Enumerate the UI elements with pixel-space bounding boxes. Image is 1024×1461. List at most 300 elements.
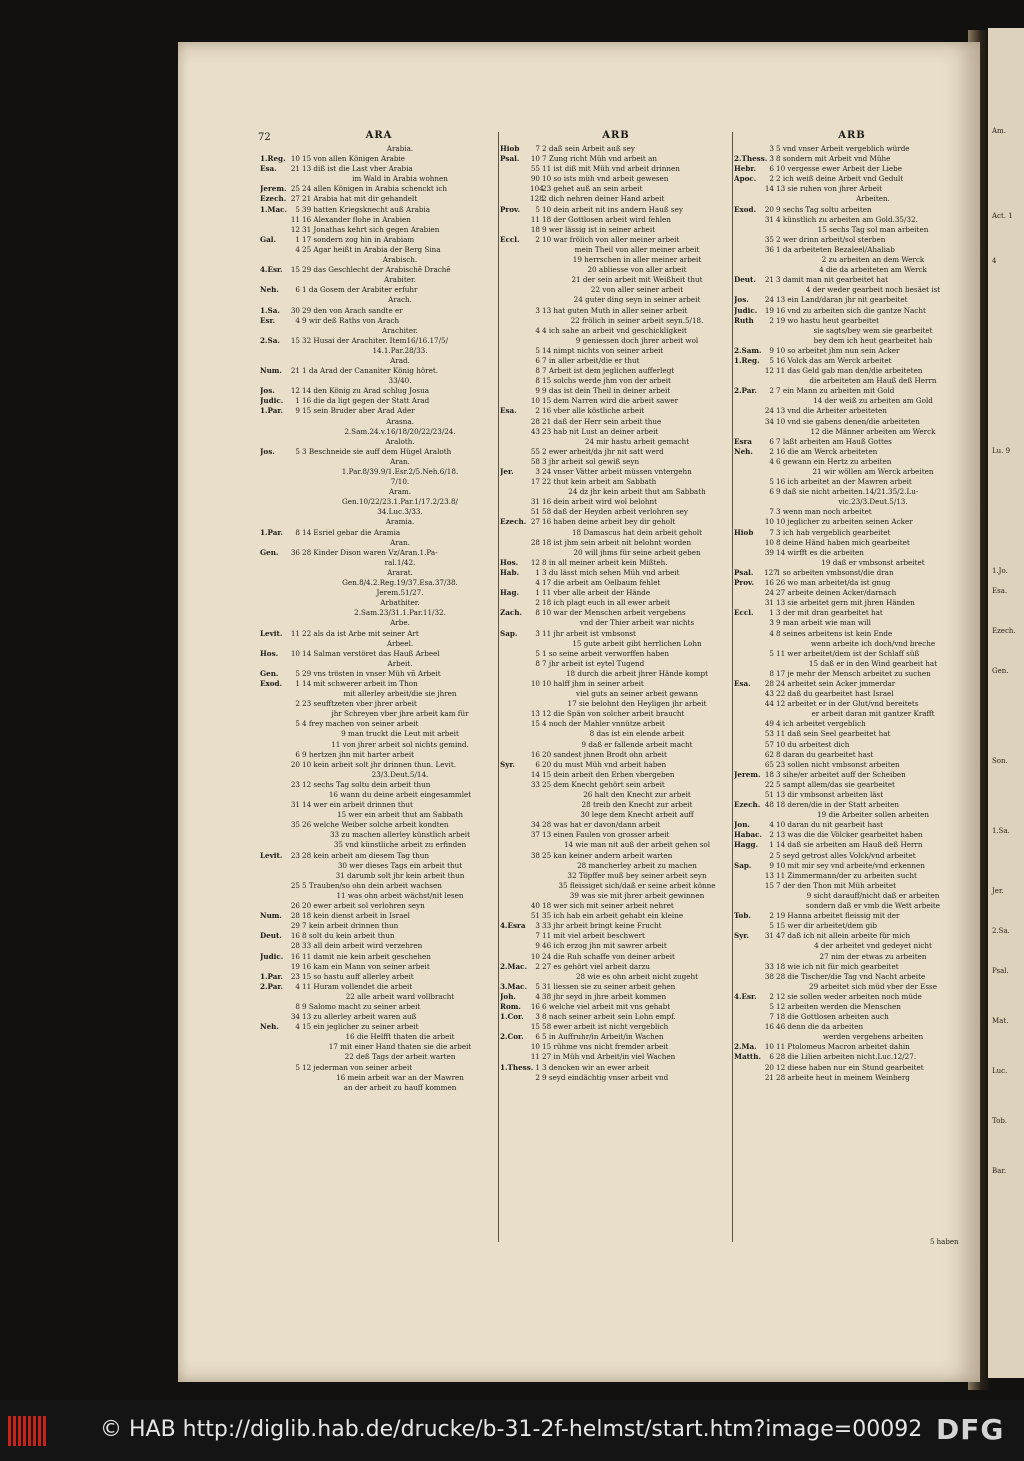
entry-text: 1 da Gosem der Arabiter erfuhr — [302, 285, 418, 295]
index-entry — [500, 558, 732, 568]
entry-text: ral.1/42. — [384, 557, 416, 567]
index-entry — [260, 800, 498, 810]
index-entry — [734, 1022, 970, 1032]
entry-text: 7 jhr arbeit ist eytel Tugend — [542, 658, 645, 668]
entry-book: Syr. — [734, 931, 749, 941]
entry-book — [260, 1032, 290, 1042]
entry-chapter: 11 — [530, 1052, 540, 1062]
entry-book — [260, 941, 290, 951]
index-entry — [500, 326, 732, 336]
entry-chapter — [764, 467, 776, 477]
entry-book — [260, 225, 290, 235]
entry-chapter: 6 — [769, 436, 774, 446]
entry-text: 2 ewer arbeit/da jhr nit satt werd — [542, 446, 664, 456]
index-entry — [500, 669, 732, 679]
index-entry — [260, 517, 498, 527]
entry-text: 27 in Müh vnd Arbeit/in viel Wachen — [542, 1052, 676, 1062]
index-entry — [260, 174, 498, 184]
entry-text: 15 sechs Tag sol man arbeiten — [817, 224, 929, 234]
entry-text: 46 ich erzog jhn mit sawrer arbeit — [542, 941, 667, 951]
index-entry — [260, 427, 498, 437]
entry-book — [260, 740, 290, 750]
entry-book — [734, 598, 764, 608]
index-entry — [500, 629, 732, 639]
entry-book — [500, 417, 530, 427]
entry-text: 28 Kinder Dison waren Vz/Aran.1.Pa- — [302, 547, 438, 557]
entry-book — [260, 1042, 290, 1052]
entry-chapter: 4 — [535, 325, 540, 335]
entry-text: 11 Zimmermann/der zu arbeiten sucht — [776, 870, 917, 880]
entry-text: 24 allen Königen in Arabia schenckt ich — [302, 184, 448, 194]
entry-book — [734, 871, 764, 881]
entry-chapter: 5 — [769, 477, 774, 487]
entry-chapter — [290, 558, 302, 568]
facing-margin-note: Luc. — [992, 1067, 1008, 1075]
entry-book — [500, 639, 530, 649]
entry-chapter — [530, 487, 542, 497]
entry-text: 2 wer drinn arbeit/sol sterben — [776, 234, 886, 244]
entry-chapter: 28 — [530, 537, 540, 547]
entry-text: 18 ist jhm sein arbeit nit belohnt worden — [542, 537, 692, 547]
entry-text: 28 arbeite heut in meinem Weinberg — [776, 1072, 910, 1082]
entry-text: 22 als da ist Arbe mit seiner Art — [302, 628, 419, 638]
entry-chapter: 28 — [290, 911, 300, 921]
entry-chapter: 2 — [769, 850, 774, 860]
entry-text: 13 einen Faulen von grosser arbeit — [542, 830, 670, 840]
index-entry — [734, 528, 970, 538]
entry-book — [734, 659, 764, 669]
entry-book — [260, 1052, 290, 1062]
entry-text: 14 Salman verstöret das Hauß Arbeel — [302, 648, 440, 658]
entry-chapter: 7 — [769, 527, 774, 537]
entry-chapter: 3 — [769, 154, 774, 164]
entry-text: 11 von jhrer arbeit sol nichts gemind. — [331, 739, 469, 749]
index-entry — [734, 215, 970, 225]
index-entry — [734, 901, 970, 911]
entry-text: 11 Huram vollendet die arbeit — [302, 981, 413, 991]
entry-book — [500, 225, 530, 235]
index-entry — [734, 447, 970, 457]
index-entry — [260, 941, 498, 951]
index-entry — [500, 174, 732, 184]
entry-chapter: 3 — [535, 1012, 540, 1022]
entry-book: Jerem. — [734, 769, 761, 779]
entry-chapter — [764, 659, 776, 669]
index-entry — [500, 457, 732, 467]
entry-chapter: 4 — [535, 991, 540, 1001]
entry-book — [500, 528, 530, 538]
entry-book: 4.Esr. — [260, 265, 283, 275]
entry-chapter: 34 — [530, 820, 540, 830]
entry-chapter: 19 — [290, 961, 300, 971]
entry-chapter — [290, 497, 302, 507]
index-entry — [260, 295, 498, 305]
entry-book — [734, 962, 764, 972]
index-entry — [500, 972, 732, 982]
entry-text: 5 Trauben/so ohn dein arbeit wachsen — [302, 880, 442, 890]
entry-book — [500, 174, 530, 184]
entry-text: 21 der sein arbeit mit Weißheit thut — [571, 275, 703, 285]
entry-text: 12 arbeitet er in der Glut/vnd bereitets — [776, 699, 919, 709]
index-entry — [260, 871, 498, 881]
entry-book — [734, 851, 764, 861]
index-column-2 — [500, 130, 732, 1083]
entry-text: 16 die da ligt gegen der Statt Arad — [302, 396, 430, 406]
entry-chapter — [290, 861, 302, 871]
entry-text: 20 ewer arbeit sol verlohren seyn — [302, 901, 425, 911]
entry-book — [734, 669, 764, 679]
entry-text: 24 dz jhr kein arbeit thut am Sabbath — [568, 487, 706, 497]
entry-chapter: 23 — [290, 850, 300, 860]
entry-chapter: 29 — [290, 921, 300, 931]
index-entry — [260, 1022, 498, 1032]
entry-book: Eccl. — [734, 608, 754, 618]
entry-book — [500, 618, 530, 628]
entry-chapter: 4 — [295, 981, 300, 991]
entry-text: 9 man truckt die Leut mit arbeit — [341, 729, 459, 739]
entry-text: 46 denn die da arbeiten — [776, 1022, 864, 1032]
index-entry — [734, 820, 970, 830]
entry-chapter: 15 — [290, 265, 300, 275]
index-entry — [734, 154, 970, 164]
index-entry — [734, 346, 970, 356]
index-entry — [734, 719, 970, 729]
entry-chapter: 5 — [535, 204, 540, 214]
entry-chapter — [530, 861, 542, 871]
index-entry — [260, 497, 498, 507]
entry-chapter: 2 — [535, 598, 540, 608]
entry-text: 35 fleissiget sich/daß er seine arbeit könne — [558, 880, 716, 890]
entry-chapter: 38 — [764, 971, 774, 981]
entry-text: Araloth. — [385, 436, 415, 446]
entry-text: 4 die da arbeiteten am Werck — [819, 265, 927, 275]
entry-chapter: 18 — [764, 769, 774, 779]
entry-chapter: 128 — [530, 194, 544, 204]
entry-text: 17 je mehr der Mensch arbeitet zu suchen — [776, 668, 931, 678]
entry-text: 21 Arabia hat mit dir gehandelt — [302, 194, 418, 204]
index-entry — [734, 487, 970, 497]
entry-text: 7 Arbeit ist dem jeglichen aufferlegt — [542, 366, 675, 376]
entry-text: 10 so ists müh vnd arbeit gewesen — [542, 174, 669, 184]
entry-chapter: 10 — [290, 154, 300, 164]
index-entry — [734, 1002, 970, 1012]
entry-chapter — [290, 709, 302, 719]
entry-book — [734, 618, 764, 628]
index-entry — [260, 437, 498, 447]
index-entry — [260, 548, 498, 558]
entry-text: 28 kein arbeit am diesem Tag thun — [302, 850, 430, 860]
entry-chapter — [764, 265, 776, 275]
entry-book — [500, 265, 530, 275]
entry-chapter: 10 — [530, 678, 540, 688]
index-entry — [260, 366, 498, 376]
entry-book — [734, 952, 764, 962]
index-entry — [734, 386, 970, 396]
entry-chapter: 34 — [290, 1012, 300, 1022]
index-entry — [260, 205, 498, 215]
index-entry — [260, 1063, 498, 1073]
index-entry — [500, 366, 732, 376]
entry-chapter: 15 — [764, 880, 774, 890]
index-entry — [500, 316, 732, 326]
entry-chapter — [290, 871, 302, 881]
entry-chapter: 8 — [295, 1001, 300, 1011]
entry-chapter: 18 — [530, 224, 540, 234]
entry-book: Deut. — [734, 275, 756, 285]
index-entry — [500, 1022, 732, 1032]
entry-text: 17 sondern zog hin in Arabiam — [302, 234, 415, 244]
entry-chapter: 10 — [764, 517, 774, 527]
index-entry — [260, 417, 498, 427]
entry-chapter: 15 — [530, 719, 540, 729]
entry-text: 28 treib den Knecht zur arbeit — [581, 800, 693, 810]
index-entry — [260, 1032, 498, 1042]
entry-text: 2.Sam.23/31.1.Par.11/32. — [354, 608, 446, 618]
entry-text: 2.Sam.24.v.16/18/20/22/23/24. — [344, 426, 456, 436]
index-entry — [500, 719, 732, 729]
entry-text: 4 künstlich zu arbeiten am Gold.35/32. — [776, 214, 918, 224]
entry-chapter — [290, 507, 302, 517]
index-entry — [260, 1042, 498, 1052]
entry-chapter — [764, 558, 776, 568]
entry-text: 13 was die die Völcker gearbeitet haben — [776, 830, 923, 840]
entry-book: 1.Reg. — [260, 154, 286, 164]
entry-book — [734, 558, 764, 568]
index-entry — [500, 285, 732, 295]
index-entry — [260, 235, 498, 245]
entry-book — [500, 689, 530, 699]
entry-text: 14 nimpt nichts von seiner arbeit — [542, 345, 664, 355]
index-entry — [260, 578, 498, 588]
facing-page — [988, 28, 1024, 1378]
entry-book — [260, 427, 290, 437]
index-entry — [734, 760, 970, 770]
index-entry — [260, 487, 498, 497]
entry-chapter: 11 — [530, 214, 540, 224]
entry-book: Apoc. — [734, 174, 757, 184]
index-entry — [500, 396, 732, 406]
entry-chapter: 3 — [535, 305, 540, 315]
entry-book — [260, 639, 290, 649]
entry-book: Joh. — [500, 991, 516, 1001]
entry-text: 28 wie es ohn arbeit nicht zugeht — [575, 971, 699, 981]
entry-text: 9 daß er fallende arbeit macht — [581, 739, 693, 749]
copyright-link[interactable]: © HAB http://diglib.hab.de/drucke/b-31-2f-helmst/start.htm?image=00092 — [100, 1417, 923, 1442]
entry-book — [500, 941, 530, 951]
index-entry — [500, 770, 732, 780]
entry-chapter: 2 — [769, 174, 774, 184]
entry-book — [260, 245, 290, 255]
index-entry — [734, 618, 970, 628]
entry-text: Aran. — [390, 456, 410, 466]
index-entry — [500, 235, 732, 245]
entry-book — [500, 326, 530, 336]
entry-book — [500, 719, 530, 729]
index-entry — [260, 901, 498, 911]
entry-text: 16 wann du deine arbeit eingesammlet — [328, 790, 472, 799]
entry-book — [734, 699, 764, 709]
index-entry — [500, 205, 732, 215]
entry-text: 12 diese haben nur ein Stund gearbeitet — [776, 1062, 924, 1072]
index-entry — [734, 164, 970, 174]
index-entry — [260, 406, 498, 416]
entry-text: 10 daran du nit gearbeit hast — [776, 820, 883, 830]
entry-text: 9 wer lässig ist in seiner arbeit — [542, 224, 656, 234]
entry-chapter — [290, 588, 302, 598]
entry-book: Jos. — [260, 446, 275, 456]
entry-book: Hag. — [500, 588, 519, 598]
entry-text: Arbe. — [390, 618, 410, 628]
entry-book — [734, 487, 764, 497]
entry-chapter — [530, 699, 542, 709]
entry-text: 9 daß sie nicht arbeiten.14/21.35/2.Lu- — [776, 487, 919, 497]
index-entry — [260, 1073, 498, 1083]
entry-text: Arbeiten. — [856, 194, 890, 204]
entry-text: 10 vnd sie gabens denen/die arbeiteten — [776, 416, 920, 426]
entry-book — [734, 780, 764, 790]
entry-book — [260, 497, 290, 507]
index-entry — [734, 649, 970, 659]
entry-text: 39 was sie mit jhrer arbeit gewinnen — [569, 890, 705, 900]
entry-chapter: 31 — [764, 931, 774, 941]
entry-chapter — [290, 729, 302, 739]
index-entry — [500, 729, 732, 739]
index-entry — [500, 760, 732, 770]
index-entry — [260, 1083, 498, 1093]
index-entry — [500, 477, 732, 487]
entry-chapter — [530, 437, 542, 447]
entry-book: Num. — [260, 911, 282, 921]
entry-text: 31 Jonathas kehrt sich gegen Arabien — [302, 224, 440, 234]
entry-chapter: 5 — [295, 668, 300, 678]
entry-text: 18 Damascus hat dein arbeit geholt — [571, 527, 703, 537]
dfg-logo: DFG — [936, 1413, 1005, 1446]
index-entry — [734, 992, 970, 1002]
index-entry — [734, 982, 970, 992]
entry-book — [500, 346, 530, 356]
entry-chapter — [530, 669, 542, 679]
index-entry — [500, 295, 732, 305]
entry-book — [734, 467, 764, 477]
index-entry — [500, 962, 732, 972]
entry-chapter — [530, 316, 542, 326]
entry-text: 16 Volck das am Werck arbeitet — [776, 355, 892, 365]
entry-book — [500, 255, 530, 265]
entry-book — [734, 194, 764, 204]
index-entry — [260, 760, 498, 770]
entry-text: 3 wenn man noch arbeitet — [776, 507, 872, 517]
page-number: 72 — [258, 132, 271, 143]
index-entry — [734, 729, 970, 739]
entry-chapter: 2 — [769, 911, 774, 921]
index-entry — [500, 215, 732, 225]
index-entry — [734, 558, 970, 568]
entry-book — [500, 306, 530, 316]
index-entry — [500, 538, 732, 548]
entry-chapter: 12 — [764, 366, 774, 376]
index-entry — [260, 972, 498, 982]
entry-text: Arbathiter. — [380, 598, 420, 608]
entry-chapter: 49 — [764, 719, 774, 729]
entry-chapter: 3 — [535, 467, 540, 476]
entry-text: 1.Par.8/39.9/1.Esr.2/5.Neh.6/18. — [341, 467, 459, 476]
facing-margin-note: Mat. — [992, 1017, 1009, 1025]
entry-book — [734, 548, 764, 558]
entry-chapter — [290, 174, 302, 184]
entry-text: 14 Esriel gebar die Aramia — [302, 527, 401, 537]
entry-book — [500, 830, 530, 840]
entry-text: 7 in aller arbeit/die er thut — [542, 355, 640, 365]
entry-text: 15 sein Bruder aber Arad Ader — [302, 406, 415, 416]
entry-text: mein Theil von aller meiner arbeit — [574, 244, 700, 254]
index-entry — [500, 608, 732, 618]
entry-chapter — [290, 639, 302, 649]
index-entry — [260, 962, 498, 972]
entry-text: 28 was hat er davon/dann arbeit — [542, 820, 661, 830]
entry-book — [260, 598, 290, 608]
entry-text: 15 solchs werde jhm von der arbeit — [542, 376, 671, 386]
entry-text: 58 ewer arbeit ist nicht vergeblich — [542, 1022, 669, 1032]
entry-book — [260, 608, 290, 618]
entry-book — [260, 1083, 290, 1093]
entry-book — [734, 477, 764, 487]
entry-book: 2.Cor. — [500, 1032, 524, 1042]
entry-book — [734, 225, 764, 235]
entry-book — [500, 507, 530, 517]
index-entry — [734, 578, 970, 588]
entry-book: Hiob — [500, 144, 520, 153]
entry-text: 17 mit einer Hand thaten sie die arbeit — [328, 1042, 472, 1052]
entry-text: 9 hertzen jhn mit harter arbeit — [302, 749, 415, 759]
entry-text: 28 die Lilien arbeiten nicht.Luc.12/27. — [776, 1052, 917, 1062]
entry-text: 9 Salomo macht zu seiner arbeit — [302, 1001, 421, 1011]
entry-book — [734, 538, 764, 548]
entry-text: 4 frey machen von seiner arbeit — [302, 719, 419, 729]
index-entry — [260, 820, 498, 830]
index-entry — [734, 588, 970, 598]
entry-text: 27 es gehört viel arbeit darzu — [542, 961, 651, 971]
entry-text: 27 nim der etwas zu arbeiten — [819, 951, 927, 961]
entry-book — [260, 780, 290, 790]
entry-book: Esr. — [260, 315, 276, 325]
entry-chapter — [764, 901, 776, 911]
index-entry — [734, 1012, 970, 1022]
entry-book: Sap. — [500, 628, 518, 638]
entry-text: 5 in Auffruhr/in Arbeit/in Wachen — [542, 1032, 664, 1042]
entry-book — [260, 709, 290, 719]
entry-text: 10 kein arbeit solt jhr drinnen thun. Levit. — [302, 759, 457, 769]
entry-book: Levit. — [260, 850, 283, 860]
index-entry — [260, 830, 498, 840]
entry-chapter: 6 — [769, 487, 774, 497]
entry-chapter: 5 — [769, 1001, 774, 1011]
entry-chapter: 5 — [535, 648, 540, 658]
entry-text: 11 jhr arbeit ist vmbsonst — [542, 628, 636, 638]
entry-text: 18 deren/die in der Statt arbeiten — [776, 800, 900, 810]
index-entry — [260, 891, 498, 901]
entry-chapter: 53 — [764, 729, 774, 739]
entry-book — [260, 962, 290, 972]
index-entry — [734, 376, 970, 386]
entry-text: 31 liessen sie zu seiner arbeit gehen — [542, 981, 676, 991]
entry-text: im Wald in Arabia wohnen — [352, 174, 448, 184]
index-entry — [260, 154, 498, 164]
entry-book — [260, 618, 290, 628]
index-column-1 — [260, 130, 498, 1093]
entry-text: 3 dencken wir an ewer arbeit — [542, 1062, 650, 1072]
index-entry — [734, 336, 970, 346]
index-entry — [260, 659, 498, 669]
